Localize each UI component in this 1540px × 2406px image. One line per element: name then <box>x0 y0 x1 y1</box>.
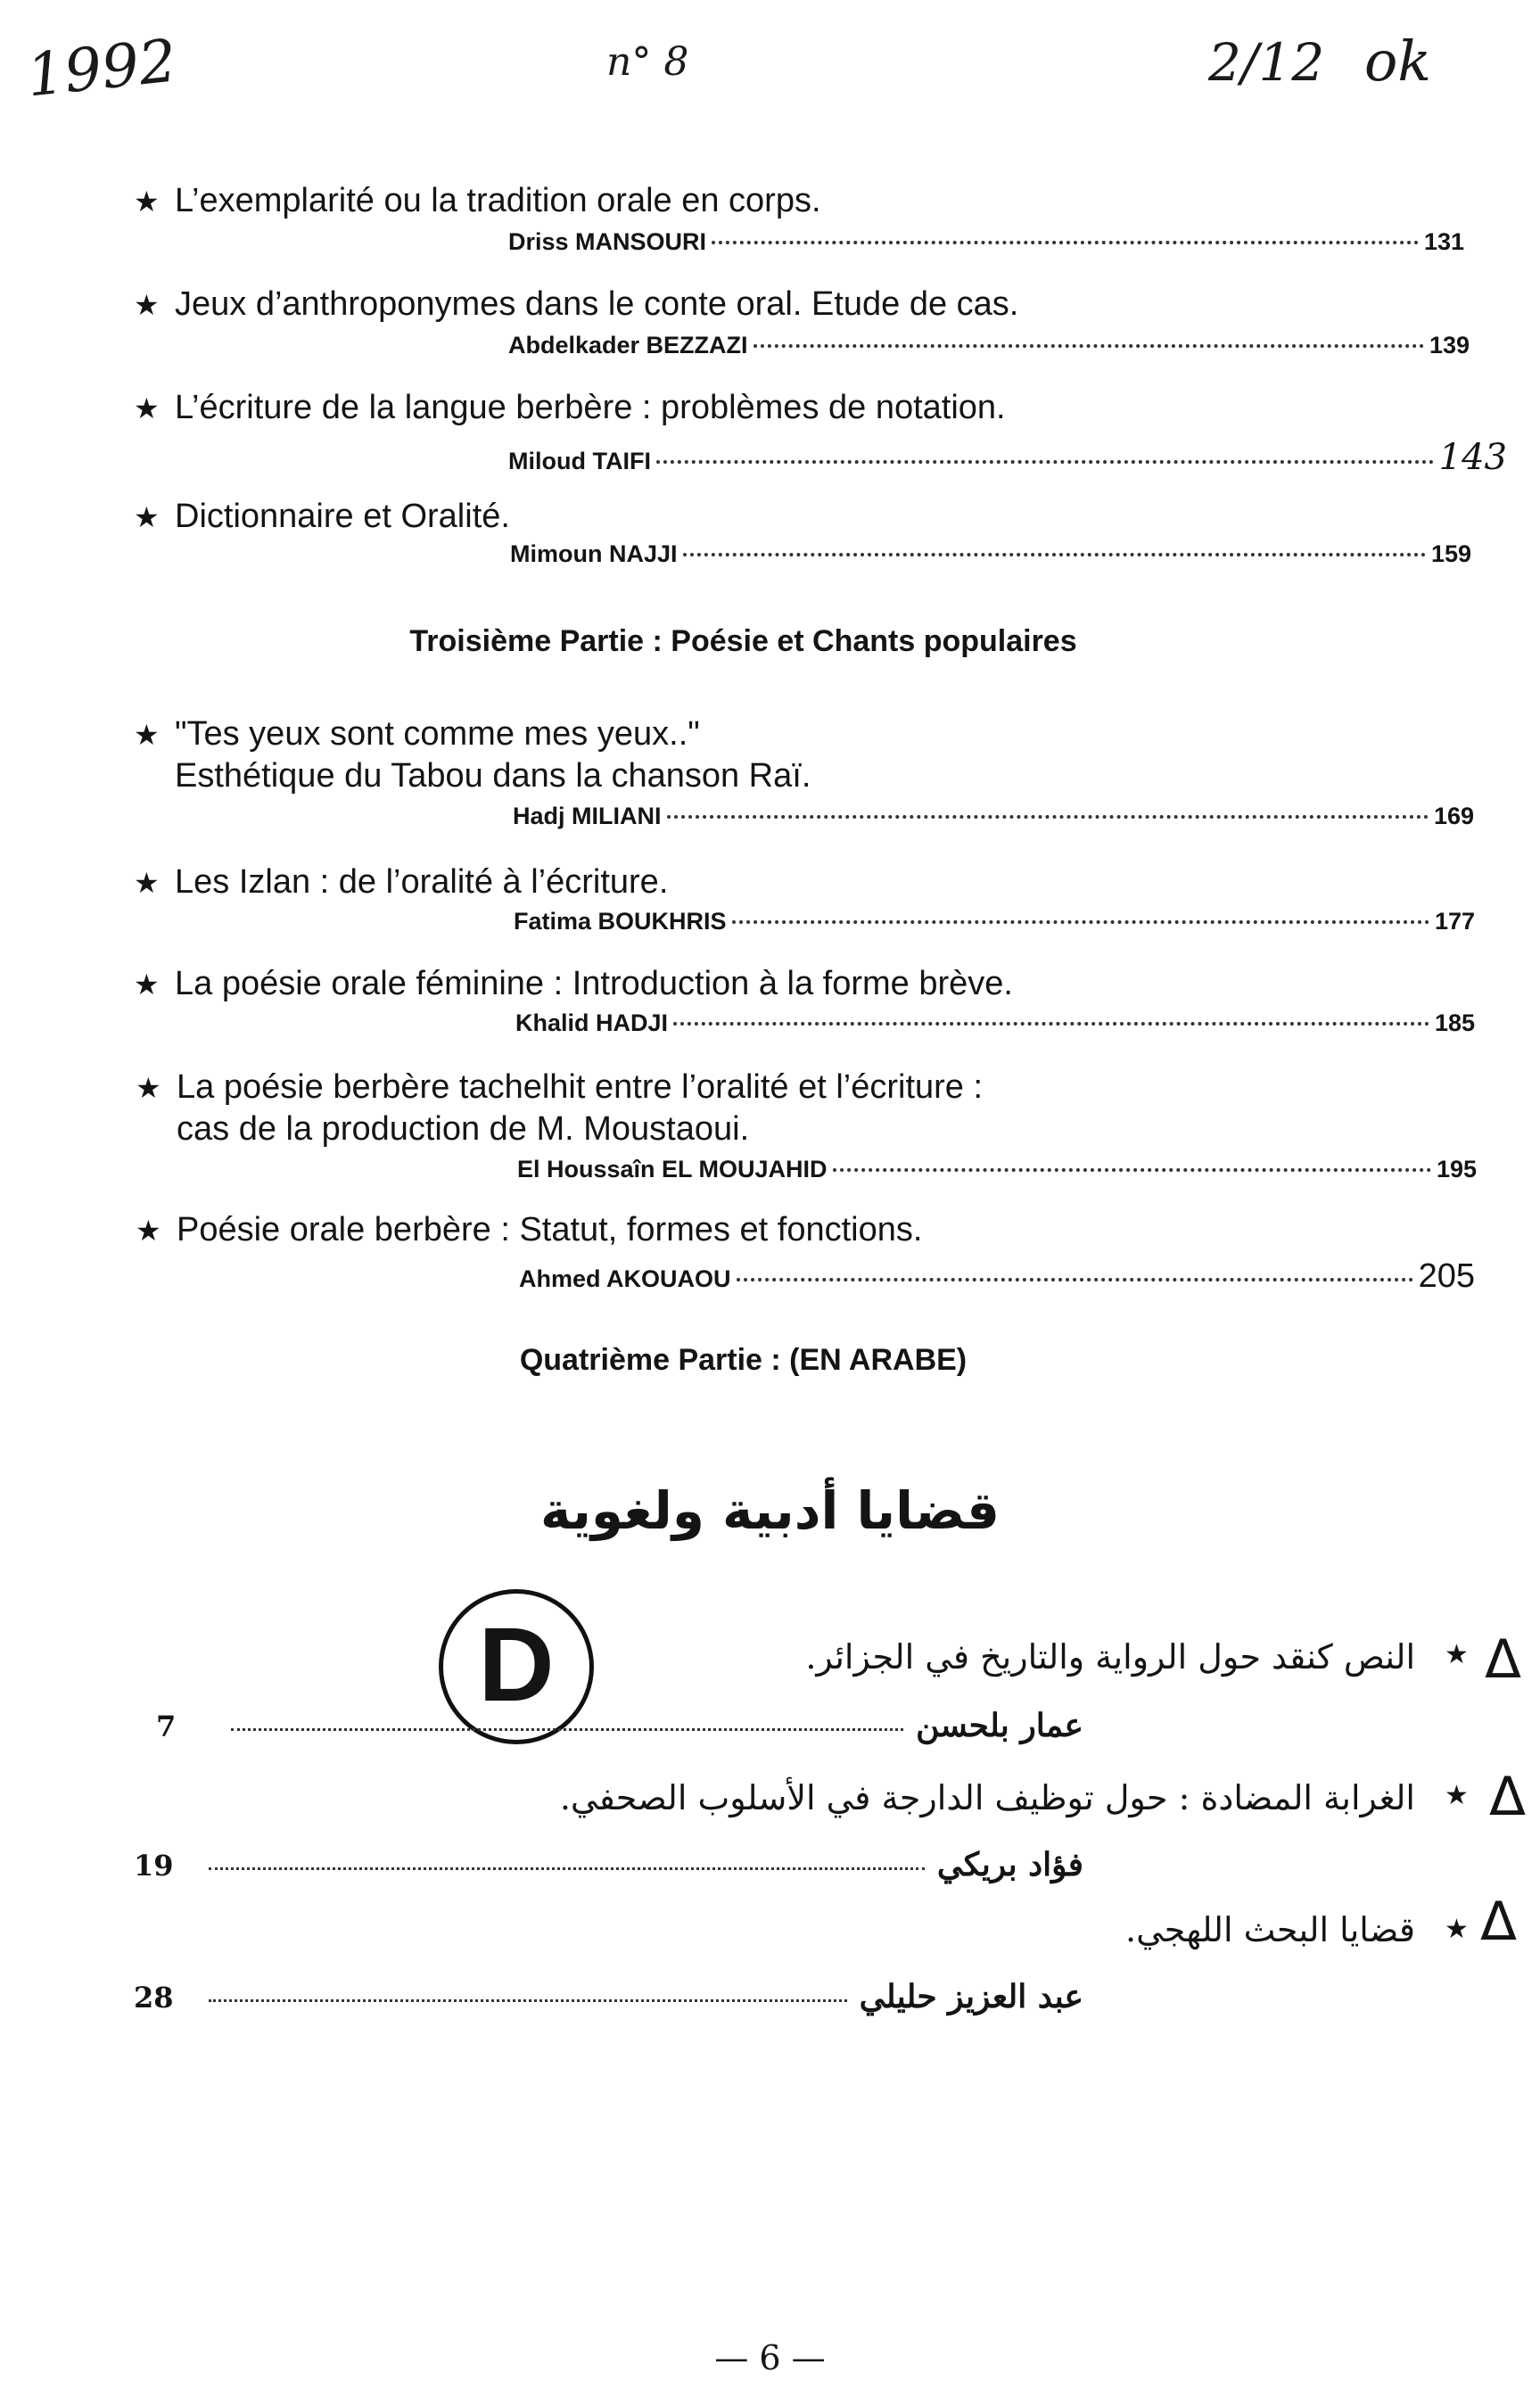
leader-dots <box>231 1728 903 1731</box>
entry-author-row <box>515 1009 1475 1037</box>
entry-page: 177 <box>1434 908 1475 935</box>
leader-dots <box>712 241 1419 244</box>
arabic-entry-author-row <box>134 1846 1083 1883</box>
entry-page: 131 <box>1423 228 1464 255</box>
entry-title: ★ L’exemplarité ou la tradition orale en corps. <box>134 180 821 222</box>
leader-dots <box>656 460 1434 464</box>
entry-author: Driss MANSOURI <box>508 228 707 255</box>
entry-author: Mimoun NAJJI <box>510 540 678 567</box>
handwritten-year: 1992 <box>23 26 180 111</box>
entry-page: 159 <box>1430 540 1471 567</box>
leader-dots <box>209 1867 925 1870</box>
handwritten-date: 2/12 <box>1208 32 1325 93</box>
entry-author-row <box>517 1156 1477 1183</box>
entry-author-row <box>510 540 1471 568</box>
arabic-entry-title: النص كنقد حول الرواية والتاريخ في الجزائر. <box>805 1637 1415 1677</box>
arabic-entry-title: قضايا البحث اللهجي. <box>1125 1910 1415 1949</box>
arabic-entry-author-row <box>156 1707 1083 1744</box>
entry-page-handwritten: 143 <box>1438 437 1507 478</box>
entry-author-row <box>508 332 1470 359</box>
entry-author-row <box>514 908 1475 935</box>
entry-author: Khalid HADJI <box>515 1009 669 1036</box>
leader-dots <box>737 1278 1413 1281</box>
entry-page: 195 <box>1436 1156 1477 1182</box>
handwritten-issue-number: n° 8 <box>606 39 689 85</box>
page-number-footer: — 6 — <box>714 2338 826 2377</box>
star-icon: ★ <box>134 185 160 218</box>
section-heading-part4: Quatrième Partie : (EN ARABE) <box>519 1343 968 1377</box>
entry-title: ★ L’écriture de la langue berbère : problèmes de notation. <box>134 387 1006 429</box>
arabic-entry-author: عبد العزيز حليلي <box>859 1978 1083 2015</box>
entry-page: 185 <box>1434 1009 1475 1036</box>
entry-author: Abdelkader BEZZAZI <box>508 332 748 358</box>
handwritten-triangle-mark: Δ <box>1489 1766 1527 1828</box>
leader-dots <box>683 553 1426 556</box>
handwritten-triangle-mark: Δ <box>1485 1628 1522 1691</box>
star-icon: ★ <box>134 501 160 533</box>
arabic-entry-page: 7 <box>156 1710 177 1743</box>
entry-title: ★ La poésie orale féminine : Introduction à la forme brève. <box>134 963 1013 1005</box>
star-icon: ★ <box>134 392 160 424</box>
arabic-entry-author: عمار بلحسن <box>916 1707 1083 1744</box>
star-icon: ★ <box>1445 1640 1469 1669</box>
star-icon: ★ <box>136 1072 161 1104</box>
arabic-entry-title: الغرابة المضادة : حول توظيف الدارجة في الأسلوب الصحفي. <box>559 1778 1415 1817</box>
leader-dots <box>209 1999 847 2002</box>
entry-title: ★ "Tes yeux sont comme mes yeux.." Esthétique du Tabou dans la chanson Raï. <box>134 715 811 795</box>
entry-page: 169 <box>1433 803 1474 829</box>
handwritten-ok: ok <box>1364 29 1431 94</box>
entry-author: Fatima BOUKHRIS <box>514 908 727 935</box>
star-icon: ★ <box>1445 1781 1469 1810</box>
entry-title: ★ Jeux d’anthroponymes dans le conte oral. Etude de cas. <box>134 284 1018 325</box>
leader-dots <box>667 815 1429 819</box>
entry-author-row <box>519 1257 1475 1296</box>
star-icon: ★ <box>1445 1915 1469 1944</box>
entry-page: 139 <box>1429 332 1470 358</box>
star-icon: ★ <box>134 289 160 321</box>
star-icon: ★ <box>134 719 160 751</box>
entry-title: ★ La poésie berbère tachelhit entre l’oralité et l’écriture : cas de la production de M. Moustaoui. <box>136 1068 984 1148</box>
arabic-entry-author-row <box>134 1978 1083 2015</box>
entry-title: ★ Dictionnaire et Oralité. <box>134 496 510 538</box>
arabic-section-heading: قضايا أدبية ولغوية <box>539 1480 1000 1541</box>
entry-author-row <box>508 437 1507 478</box>
entry-author: Hadj MILIANI <box>513 803 662 829</box>
entry-title: ★ Poésie orale berbère : Statut, formes et fonctions. <box>136 1209 922 1251</box>
handwritten-triangle-mark: Δ <box>1480 1891 1518 1953</box>
entry-title: ★ Les Izlan : de l’oralité à l’écriture. <box>134 861 668 903</box>
leader-dots <box>833 1168 1431 1172</box>
leader-dots <box>732 920 1429 924</box>
entry-author: Miloud TAIFI <box>508 448 651 474</box>
entry-author-row <box>513 803 1474 830</box>
arabic-entry-page: 28 <box>134 1981 174 2015</box>
section-heading-part3: Troisième Partie : Poésie et Chants populaires <box>409 624 1077 658</box>
entry-author: Ahmed AKOUAOU <box>519 1265 731 1292</box>
leader-dots <box>754 344 1424 348</box>
arabic-entry-author: فؤاد بريكي <box>936 1846 1083 1883</box>
star-icon: ★ <box>134 968 160 1001</box>
star-icon: ★ <box>134 867 160 899</box>
stamp-letter: D <box>478 1606 555 1724</box>
entry-author-row <box>508 228 1464 256</box>
star-icon: ★ <box>136 1215 161 1247</box>
arabic-entry-page: 19 <box>134 1849 174 1883</box>
entry-author: El Houssaîn EL MOUJAHID <box>517 1156 828 1182</box>
leader-dots <box>673 1022 1429 1026</box>
entry-page: 205 <box>1418 1257 1475 1295</box>
